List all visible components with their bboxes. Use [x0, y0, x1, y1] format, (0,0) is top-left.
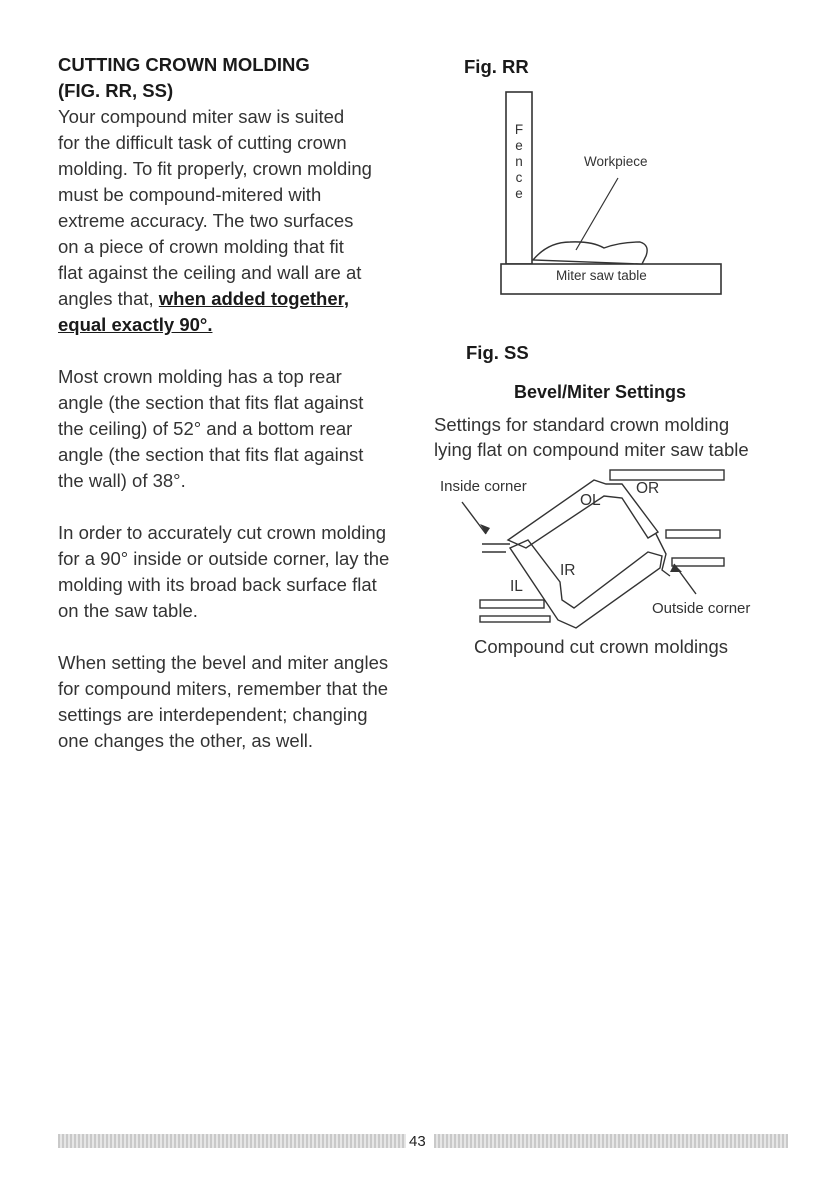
- fig-ss-label: Fig. SS: [466, 342, 529, 363]
- text-line: flat against the ceiling and wall are at: [58, 262, 362, 283]
- text-line: Most crown molding has a top rear: [58, 366, 342, 387]
- fence-letter: e: [515, 138, 523, 153]
- description-line: lying flat on compound miter saw table: [434, 439, 749, 460]
- fig-rr-diagram: [496, 88, 736, 298]
- text-line: for compound miters, remember that the: [58, 678, 389, 699]
- inside-corner-label: Inside corner: [440, 478, 527, 495]
- ir-label: IR: [560, 562, 576, 579]
- right-wall-board: [672, 558, 724, 566]
- fig-rr-svg: [496, 88, 736, 298]
- text-line: [58, 286, 418, 312]
- text-line: the ceiling) of 52° and a bottom rear: [58, 418, 353, 439]
- miter-table-label: Miter saw table: [556, 268, 647, 283]
- paragraph-1: [58, 104, 418, 338]
- workpiece-label: Workpiece: [584, 154, 648, 169]
- text-line: on a piece of crown molding that fit: [58, 236, 344, 257]
- text-line: for the difficult task of cutting crown: [58, 132, 347, 153]
- fig-ss-diagram: [434, 468, 794, 638]
- text-line: the wall) of 38°.: [58, 470, 186, 491]
- emphasis-text: equal exactly 90°.: [58, 314, 213, 335]
- section-heading-ref: (FIG. RR, SS): [58, 80, 174, 101]
- molding-ir: [510, 540, 662, 628]
- text-line: extreme accuracy. The two surfaces: [58, 210, 354, 231]
- il-label: IL: [510, 578, 523, 595]
- fence-letter: F: [514, 122, 524, 137]
- ol-label: OL: [580, 492, 601, 509]
- fence-letter: n: [515, 154, 523, 169]
- left-board: [480, 600, 544, 608]
- text-fragment: angles that,: [58, 288, 154, 309]
- left-small-board: [482, 544, 510, 552]
- footer-bar-right: [434, 1134, 788, 1148]
- fig-ss-caption: Compound cut crown moldings: [474, 636, 728, 657]
- text-line: molding. To fit properly, crown molding: [58, 158, 372, 179]
- workpiece-shape: [533, 242, 647, 264]
- text-line: angle (the section that fits flat against: [58, 392, 364, 413]
- fig-rr-label: Fig. RR: [464, 56, 529, 77]
- paragraph-2: [58, 364, 418, 494]
- workpiece-leader-line: [576, 178, 618, 250]
- footer-bar-left: [58, 1134, 406, 1148]
- text-line: In order to accurately cut crown molding: [58, 522, 387, 543]
- text-line: [58, 312, 418, 338]
- paragraph-4: [58, 650, 418, 754]
- text-line: one changes the other, as well.: [58, 730, 314, 751]
- description-line: Settings for standard crown molding: [434, 414, 730, 435]
- text-line: settings are interdependent; changing: [58, 704, 368, 725]
- left-board: [480, 616, 550, 622]
- text-line: must be compound-mitered with: [58, 184, 322, 205]
- or-label: OR: [636, 480, 660, 497]
- text-line: on the saw table.: [58, 600, 198, 621]
- ceiling-board: [610, 470, 724, 480]
- fence-letter: e: [515, 186, 523, 201]
- paragraph-3: [58, 520, 418, 624]
- main-text-column: [58, 52, 418, 754]
- outside-corner-label: Outside corner: [652, 600, 751, 617]
- bevel-miter-description: [434, 412, 804, 462]
- text-line: molding with its broad back surface flat: [58, 574, 377, 595]
- inside-corner-leader: [462, 502, 486, 534]
- text-line: for a 90° inside or outside corner, lay the: [58, 548, 390, 569]
- fence-letter: c: [515, 170, 523, 185]
- text-line: Your compound miter saw is suited: [58, 106, 345, 127]
- text-line: angle (the section that fits flat against: [58, 444, 364, 465]
- right-wall-board: [666, 530, 720, 538]
- text-line: When setting the bevel and miter angles: [58, 652, 389, 673]
- section-heading: CUTTING CROWN MOLDING: [58, 54, 310, 75]
- bevel-miter-title: Bevel/Miter Settings: [514, 382, 687, 402]
- page-number: 43: [409, 1133, 426, 1150]
- emphasis-text: when added together,: [158, 288, 349, 309]
